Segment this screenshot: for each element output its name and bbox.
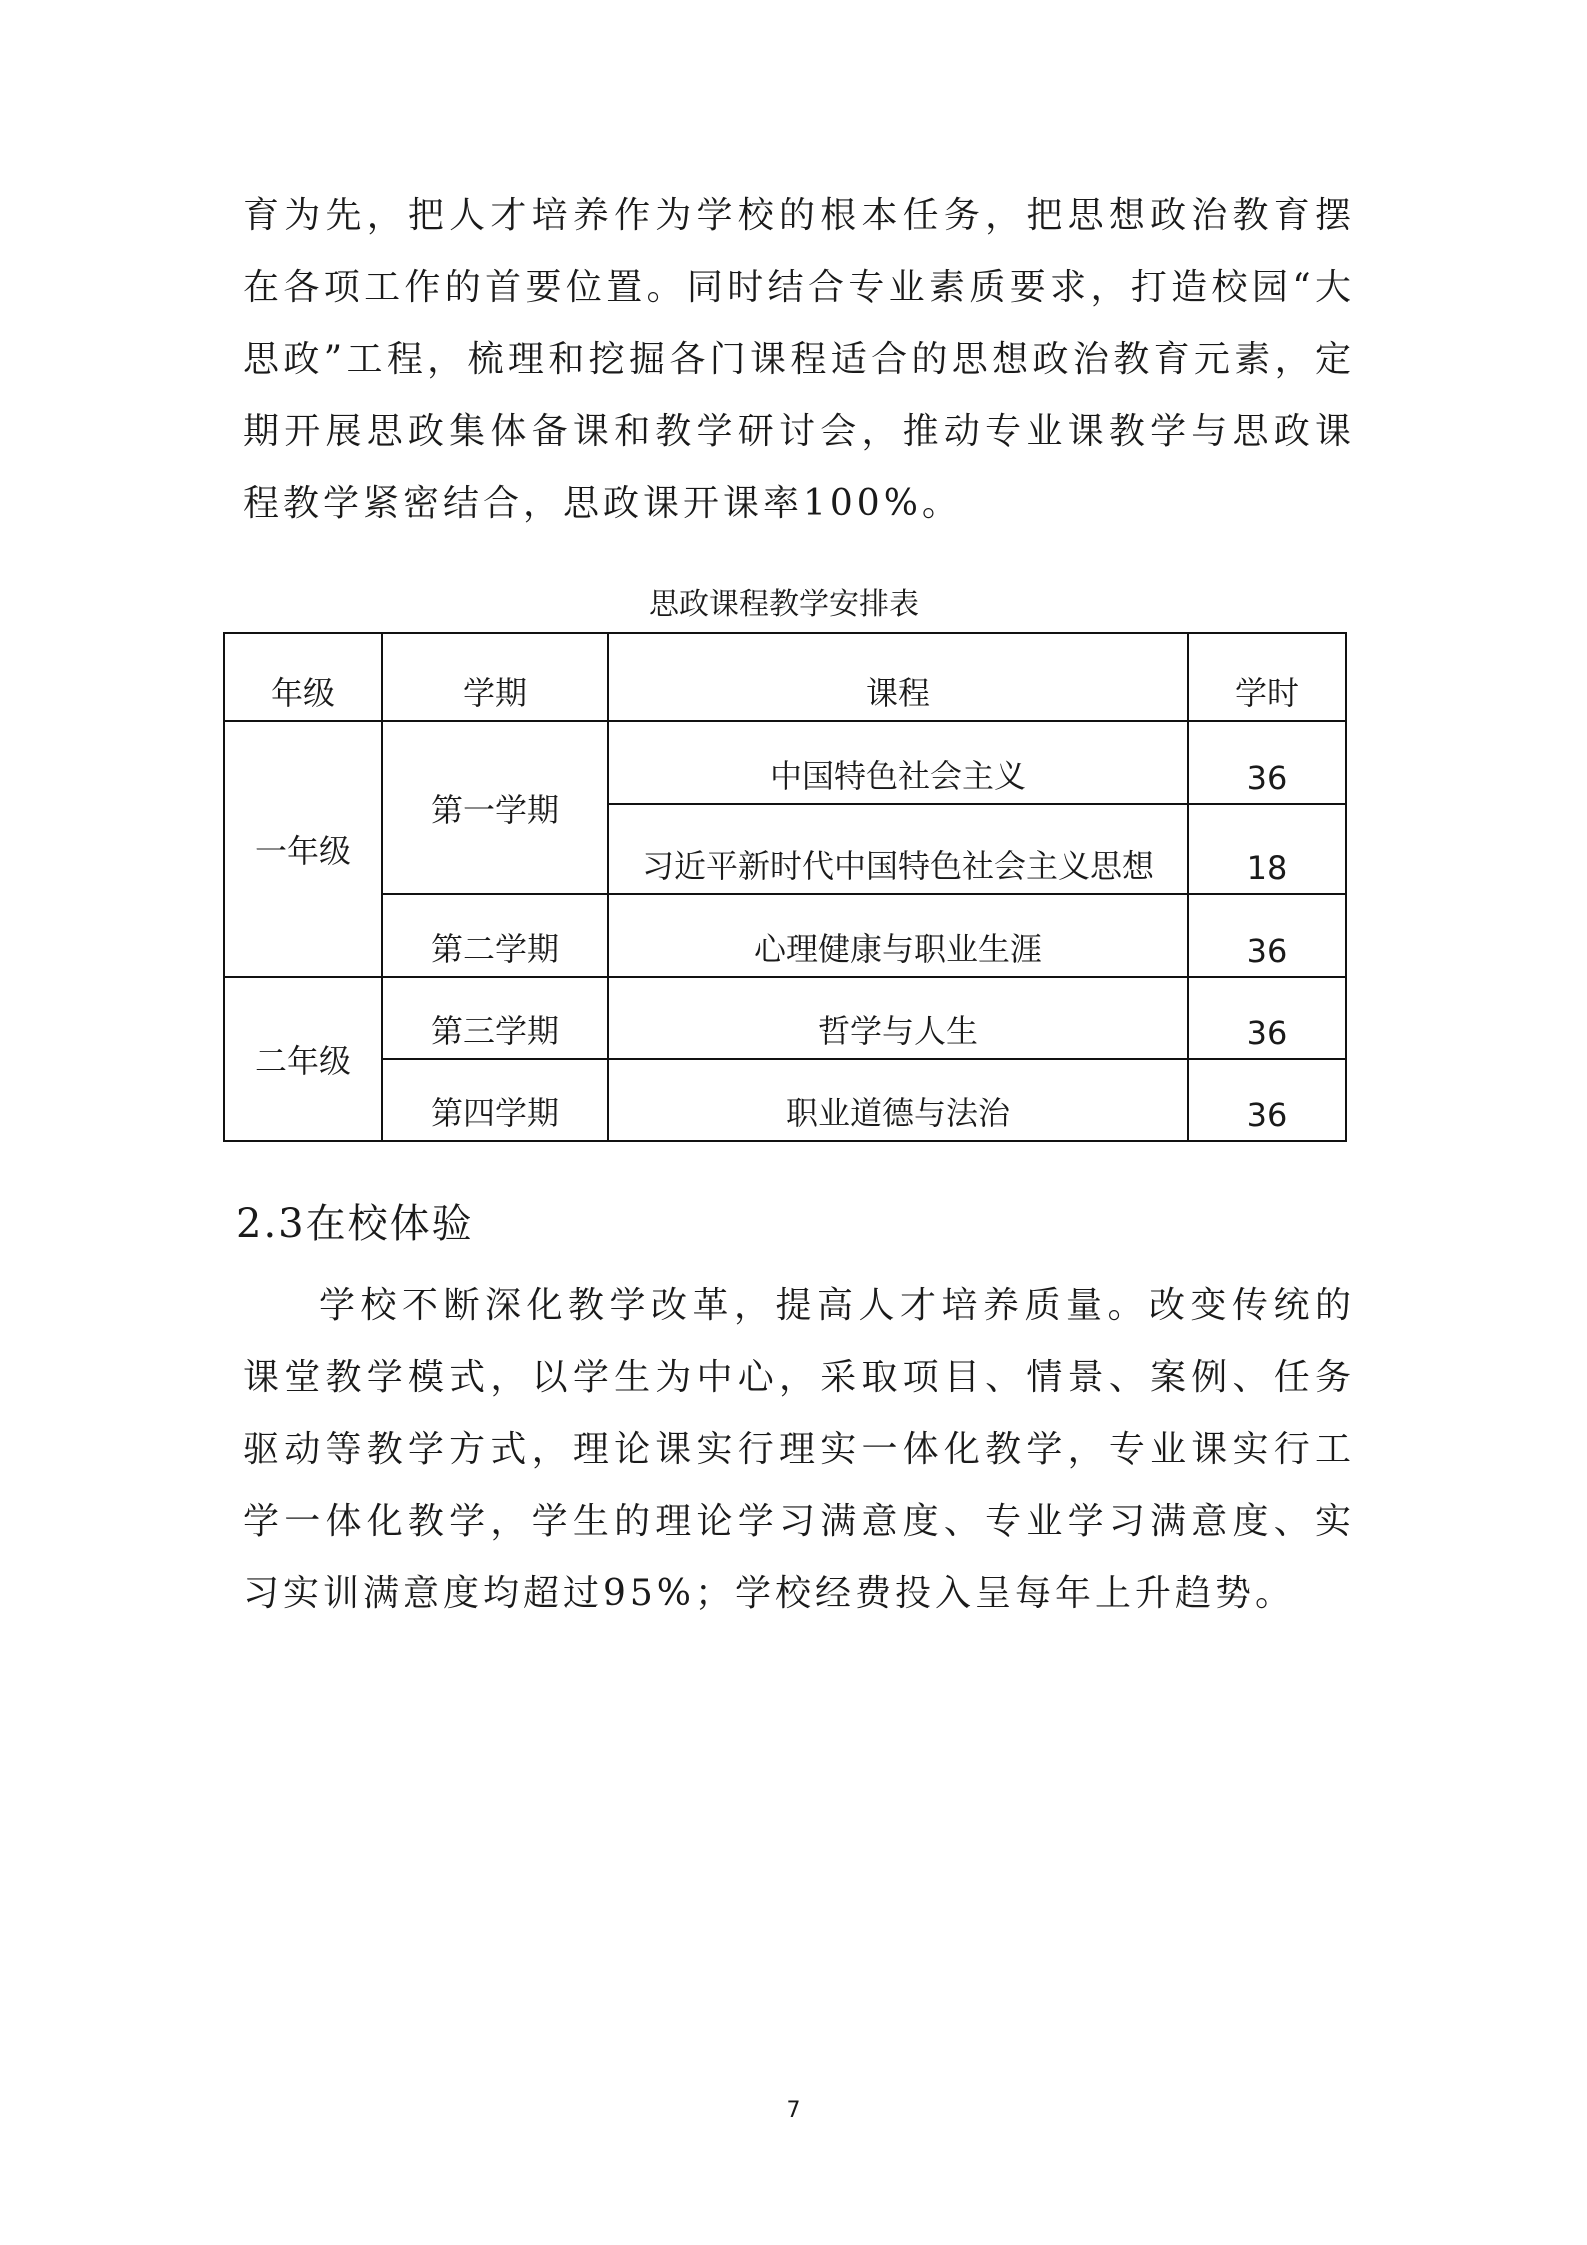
section-heading: 2.3在校体验 [236,1201,474,1247]
table-row [224,721,1346,804]
header-grade: 年级 [224,633,382,721]
header-course: 课程 [608,633,1188,721]
semester-cell: 第二学期 [382,894,608,977]
semester-cell: 第一学期 [382,721,608,894]
table-header-row [224,633,1346,721]
hours-cell: 36 [1188,894,1346,977]
table-row [224,1059,1346,1141]
course-cell: 习近平新时代中国特色社会主义思想 [608,804,1188,894]
course-cell: 职业道德与法治 [608,1059,1188,1141]
hours-cell: 36 [1188,1059,1346,1141]
hours-cell: 18 [1188,804,1346,894]
ideological-course-schedule-table [223,632,1347,1142]
page-number: 7 [786,2098,801,2123]
semester-cell: 第三学期 [382,977,608,1059]
hours-cell: 36 [1188,721,1346,804]
course-cell: 哲学与人生 [608,977,1188,1059]
semester-cell: 第四学期 [382,1059,608,1141]
grade-cell: 二年级 [224,977,382,1141]
course-cell: 中国特色社会主义 [608,721,1188,804]
grade-cell: 一年级 [224,721,382,977]
table-row [224,977,1346,1059]
course-cell: 心理健康与职业生涯 [608,894,1188,977]
table-caption: 思政课程教学安排表 [649,587,919,622]
header-hours: 学时 [1188,633,1346,721]
hours-cell: 36 [1188,977,1346,1059]
table-row [224,894,1346,977]
paragraph-ideological-education: 育为先，把人才培养作为学校的根本任务，把思想政治教育摆在各项工作的首要位置。同时结合专业素质要求，打造校园“大思政”工程，梳理和挖掘各门课程适合的思想政治教育元素，定期开展思政集体备课和教学研讨会，推动专业课教学与思政课程教学紧密结合，思政课开课率100%。 [243,195,1355,524]
paragraph-school-experience: 学校不断深化教学改革，提高人才培养质量。改变传统的课堂教学模式，以学生为中心，采取项目、情景、案例、任务驱动等教学方式，理论课实行理实一体化教学，专业课实行工学一体化教学，学生的理论学习满意度、专业学习满意度、实习实训满意度均超过95%；学校经费投入呈每年上升趋势。 [243,1285,1355,1614]
header-semester: 学期 [382,633,608,721]
